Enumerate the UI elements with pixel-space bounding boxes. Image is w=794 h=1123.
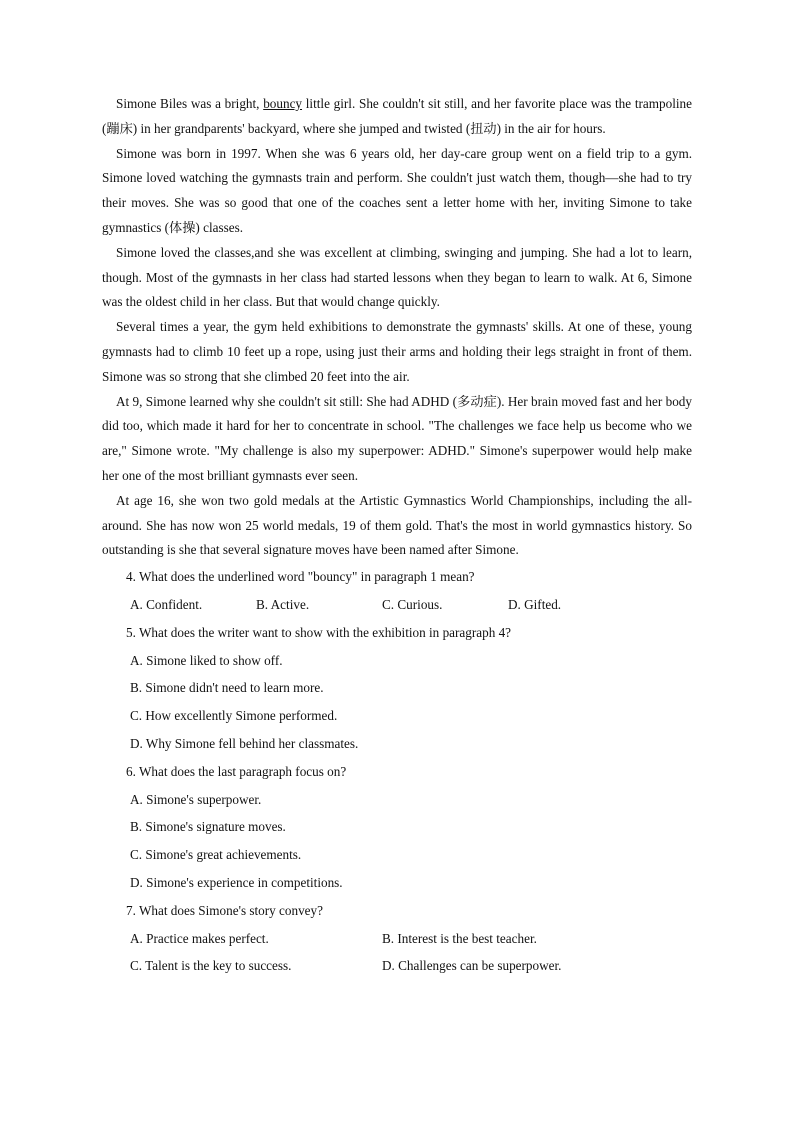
question-5-option-a[interactable]: A. Simone liked to show off.	[130, 652, 283, 668]
paragraph-1-text-end: little girl. She couldn't sit still, and her favorite place was the trampoline (蹦床) in her grandparents' backyard, where she jumped and twisted (扭动) in the air for hours.	[102, 96, 692, 136]
question-6-option-b[interactable]: B. Simone's signature moves.	[130, 819, 286, 835]
question-5-stem: 5. What does the writer want to show with the exhibition in paragraph 4?	[126, 624, 512, 640]
question-4-stem: 4. What does the underlined word "bouncy" in paragraph 1 mean?	[126, 569, 475, 585]
question-7-option-b[interactable]: B. Interest is the best teacher.	[382, 930, 537, 946]
passage-paragraph-5: At 9, Simone learned why she couldn't sit still: She had ADHD (多动症). Her brain moved fast and her body did too, which made it hard for her to concentrate in school. "The challenges we face help us become who we are," Simone wrote. "My challenge is also my superpower: ADHD." Simone's superpower would help make her one of the most brilliant gymnasts ever seen.	[102, 393, 692, 483]
question-4-option-b[interactable]: B. Active.	[256, 596, 310, 612]
question-4-options	[102, 591, 692, 619]
passage-paragraph-2: Simone was born in 1997. When she was 6 years old, her day-care group went on a field trip to a gym. Simone loved watching the gymnasts train and perform. She couldn't just watch them, though—she had to try their moves. She was so good that one of the coaches sent a letter home with her, inviting Simone to take gymnastics (体操) classes.	[102, 145, 692, 235]
question-4-option-d[interactable]: D. Gifted.	[508, 596, 562, 612]
question-7-options-row-2	[102, 952, 692, 980]
question-7-option-a[interactable]: A. Practice makes perfect.	[130, 930, 269, 946]
passage-paragraph-4: Several times a year, the gym held exhibitions to demonstrate the gymnasts' skills. At one of these, young gymnasts had to climb 10 feet up a rope, using just their arms and holding their legs straight in front of them. Simone was so strong that she climbed 20 feet into the air.	[102, 319, 692, 384]
passage-paragraph-6: At age 16, she won two gold medals at the Artistic Gymnastics World Championships, including the all-around. She has now won 25 world medals, 19 of them gold. That's the most in world gymnastics history. So outstanding is she that several signature moves have been named after Simone.	[102, 492, 692, 558]
passage-paragraph-1	[102, 92, 692, 142]
question-5-option-d[interactable]: D. Why Simone fell behind her classmates.	[130, 735, 359, 751]
question-6-option-a[interactable]: A. Simone's superpower.	[130, 791, 262, 807]
question-6-stem: 6. What does the last paragraph focus on?	[126, 763, 347, 779]
question-7-option-c[interactable]: C. Talent is the key to success.	[130, 958, 292, 974]
question-6-option-d[interactable]: D. Simone's experience in competitions.	[130, 874, 343, 890]
passage-paragraph-3: Simone loved the classes,and she was excellent at climbing, swinging and jumping. She had a lot to learn, though. Most of the gymnasts in her class had started lessons when they began to learn to walk. At 6, Simone was the oldest child in her class. But that would change quickly.	[102, 244, 692, 310]
question-5-option-b[interactable]: B. Simone didn't need to learn more.	[130, 680, 324, 696]
question-7-options-row-1	[102, 925, 692, 953]
underlined-word: bouncy	[263, 96, 303, 111]
exam-page	[102, 92, 692, 980]
question-7-option-d[interactable]: D. Challenges can be superpower.	[382, 958, 562, 974]
question-4-option-c[interactable]: C. Curious.	[382, 596, 443, 612]
question-4-option-a[interactable]: A. Confident.	[130, 596, 203, 612]
paragraph-1-text-start: Simone Biles was a bright,	[116, 96, 264, 111]
question-6-option-c[interactable]: C. Simone's great achievements.	[130, 847, 302, 863]
question-5-option-c[interactable]: C. How excellently Simone performed.	[130, 708, 338, 724]
question-7-stem: 7. What does Simone's story convey?	[126, 902, 323, 918]
